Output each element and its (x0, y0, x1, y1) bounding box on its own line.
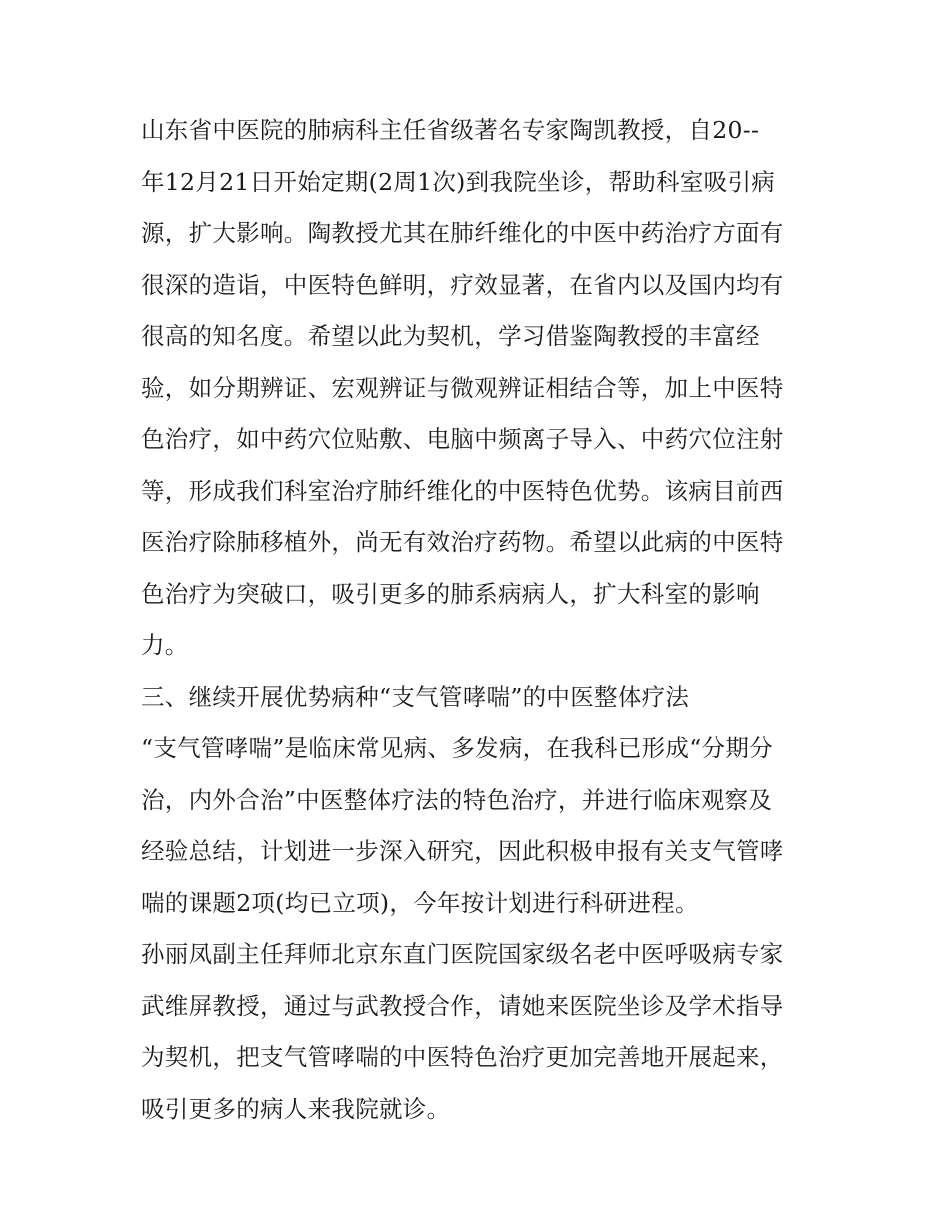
text-line: 色治疗为突破口，吸引更多的肺系病病人，扩大科室的影响 (141, 579, 760, 608)
text-line: 治，内外合治”中医整体疗法的特色治疗，并进行临床观察及 (141, 785, 773, 814)
paragraph-asthma (141, 723, 821, 929)
text-line: 医治疗除肺移植外，尚无有效治疗药物。希望以此病的中医特 (141, 528, 784, 556)
text-line: 很深的造诣，中医特色鲜明，疗效显著，在省内以及国内均有 (141, 270, 784, 299)
text-line: 很高的知名度。希望以此为契机，学习借鉴陶教授的丰富经 (141, 322, 760, 350)
text-line: 吸引更多的病人来我院就诊。 (141, 1094, 451, 1123)
text-line: 三、继续开展优势病种“支气管哮喘”的中医整体疗法 (141, 682, 690, 711)
paragraph-tao-kai (141, 105, 821, 672)
text-line: 等，形成我们科室治疗肺纤维化的中医特色优势。该病目前西 (141, 476, 784, 505)
text-line: 为契机，把支气管哮喘的中医特色治疗更加完善地开展起来， (141, 1043, 784, 1071)
text-line: 验，如分期辨证、宏观辨证与微观辨证相结合等，加上中医特 (141, 373, 784, 402)
text-line: 源，扩大影响。陶教授尤其在肺纤维化的中医中药治疗方面有 (141, 219, 784, 247)
text-line: 孙丽凤副主任拜师北京东直门医院国家级名老中医呼吸病专家 (141, 940, 784, 968)
section-heading (141, 672, 821, 724)
text-line: 年12月21日开始定期(2周1次)到我院坐诊，帮助科室吸引病 (141, 167, 776, 196)
text-line: 武维屏教授，通过与武教授合作，请她来医院坐诊及学术指导 (141, 991, 784, 1020)
text-line: 色治疗，如中药穴位贴敷、电脑中频离子导入、中药穴位注射 (141, 425, 784, 453)
paragraph-sun-lifeng (141, 929, 821, 1135)
text-line: “支气管哮喘”是临床常见病、多发病，在我科已形成“分期分 (141, 734, 773, 762)
text-line: 力。 (141, 631, 189, 659)
text-line: 喘的课题2项(均已立项)，今年按计划进行科研进程。 (141, 888, 699, 917)
text-line: 经验总结，计划进一步深入研究，因此积极申报有关支气管哮 (141, 837, 784, 865)
document-body (141, 105, 821, 1135)
text-line: 山东省中医院的肺病科主任省级著名专家陶凯教授，自20-- (141, 116, 760, 144)
